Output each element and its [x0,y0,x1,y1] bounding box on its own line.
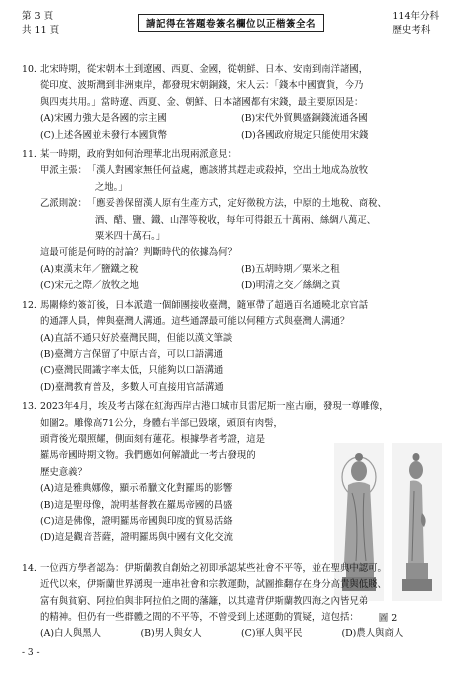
option-b[interactable]: (B)臺灣方言保留了中原古音，可以口語溝通 [40,348,223,360]
question-12 [22,298,442,396]
stem-line: 的通譯人員，俾與臺灣人溝通。這些通譯最可能以何種方式與臺灣人溝通？ [40,316,350,328]
question-11 [22,147,442,295]
stem-line: 某一時期，政府對如何治理華北出現兩派意見： [40,149,237,161]
option-c[interactable]: (C)臺灣民間識字率太低，只能夠以口語溝通 [40,365,224,377]
option-a[interactable]: (A)東漢末年／鹽鐵之稅 [40,263,139,275]
header-right [392,10,439,38]
stem-line: 北宋時期，從宋朝本土到遼國、西夏、金國，從朝鮮、日本、安南到南洋諸國， [40,64,369,75]
stem-line: 富有與貧窮、阿拉伯與非阿拉伯之間的藩籬，以其違背伊斯蘭教四海之內皆兄弟 [40,595,369,607]
option-b[interactable]: (B)男人與女人 [140,628,202,640]
page-footer: - 3 - [22,648,40,658]
quote-speaker: 甲派主張： [40,165,87,177]
question-number: 14. [22,562,37,574]
option-b[interactable]: (B)五胡時期／粟米之租 [241,263,340,275]
total-pages: 共 11 頁 [22,25,60,36]
question-number: 11. [22,149,37,161]
header-left [22,10,59,38]
quote-b [40,196,442,245]
question-14 [22,561,442,643]
question-content [22,62,442,643]
stem-line: 一位西方學者認為：伊斯蘭教自創始之初即承認某些社會不平等，並在聖典中認可。 [40,562,387,574]
quote-line: 「漢人對國家無任何益處，應該將其趕走或殺掉，空出土地成為放牧 [86,165,369,177]
option-d[interactable]: (D)各國政府規定只能使用宋錢 [241,129,369,141]
exam-subject: 歷史考科 [392,25,431,36]
quote-line: 粟米四十萬石。」 [94,231,166,243]
quote-line: 「應妥善保留漢人原有生產方式，定好徵稅方法，中原的土地稅、商稅、 [86,198,387,210]
stem-line: 如圖2。雕像高71公分，身體右半部已毀壞，頭頂有肉髻， [40,417,283,429]
stem-line: 從印度、波斯灣到非洲東岸，都發現宋朝銅錢，宋人云：「錢本中國寶貨，今乃 [40,80,364,92]
option-c[interactable]: (C)軍人與平民 [241,628,303,640]
question-10 [22,62,442,144]
option-a[interactable]: (A)直話不通只好於臺灣民間，但能以漢文筆談 [40,332,233,344]
option-c[interactable]: (C)宋元之際／放牧之地 [40,280,139,292]
stem-line: 與四夷共用。」當時遼、西夏、金、朝鮮、日本諸國都有宋錢，最主要原因是： [40,96,364,108]
question-number: 12. [22,299,37,311]
stem-line: 近代以來，伊斯蘭世界湧現一連串社會和宗教運動，試圖推翻存在身分高貴與低賤、 [40,579,387,591]
option-a[interactable]: (A)宋國力強大是各國的宗主國 [40,113,167,125]
stem-line: 這最可能是何時的討論？判斷時代的依據為何？ [40,247,237,259]
option-a[interactable]: (A)白人與黑人 [40,628,101,640]
stem-line: 的精神。但仍有一些群體之間的不平等，不曾受到上述運動的質疑，這包括： [40,612,359,623]
question-number: 13. [22,401,37,413]
quote-line: 之地。」 [94,181,128,193]
option-d[interactable]: (D)這是觀音菩薩，證明羅馬與中國有文化交流 [40,532,233,544]
stem-line: 羅馬帝國時期文物。我們應如何解讀此一考古發現的 [40,450,256,462]
option-c[interactable]: (C)這是佛像，證明羅馬帝國與印度的貿易活絡 [40,515,233,527]
quote-a [40,163,442,196]
page-number: 第 3 頁 [22,11,54,22]
question-number: 10. [22,64,37,75]
option-a[interactable]: (A)這是雅典娜像，顯示希臘文化對羅馬的影響 [40,483,233,495]
option-c[interactable]: (C)上述各國並未發行本國貨幣 [40,129,167,141]
option-d[interactable]: (D)明清之交／絲綢之貢 [241,280,341,292]
quote-line: 酒、醋、鹽、鐵、山澤等稅收，每年可得銀五十萬兩、絲綢八萬疋、 [94,214,377,226]
option-d[interactable]: (D)農人與商人 [341,628,404,640]
stem-line: 頭背後光環照耀，側面刻有蓮花。根據學者考證，這是 [40,433,266,445]
stem-line: 歷史意義？ [40,466,87,478]
option-b[interactable]: (B)這是聖母像，說明基督教在羅馬帝國的昌盛 [40,499,233,511]
figure-caption: 圖 2 [378,613,398,625]
signature-notice: 請記得在答題卷簽名欄位以正楷簽全名 [138,14,324,32]
option-d[interactable]: (D)臺灣教育普及，多數人可直接用官話溝通 [40,381,224,393]
exam-year: 114年分科 [392,11,439,22]
stem-line: 馬關條約簽訂後，日本派遣一個師團接收臺灣，隨軍帶了超過百名通曉北京官話 [40,299,369,311]
option-b[interactable]: (B)宋代外貿興盛銅錢流通各國 [241,113,368,125]
quote-speaker: 乙派則說： [40,198,87,210]
stem-line: 2023年4月，埃及考古隊在紅海西岸古港口城市貝雷尼斯一座古廟，發現一尊雕像， [40,401,389,413]
